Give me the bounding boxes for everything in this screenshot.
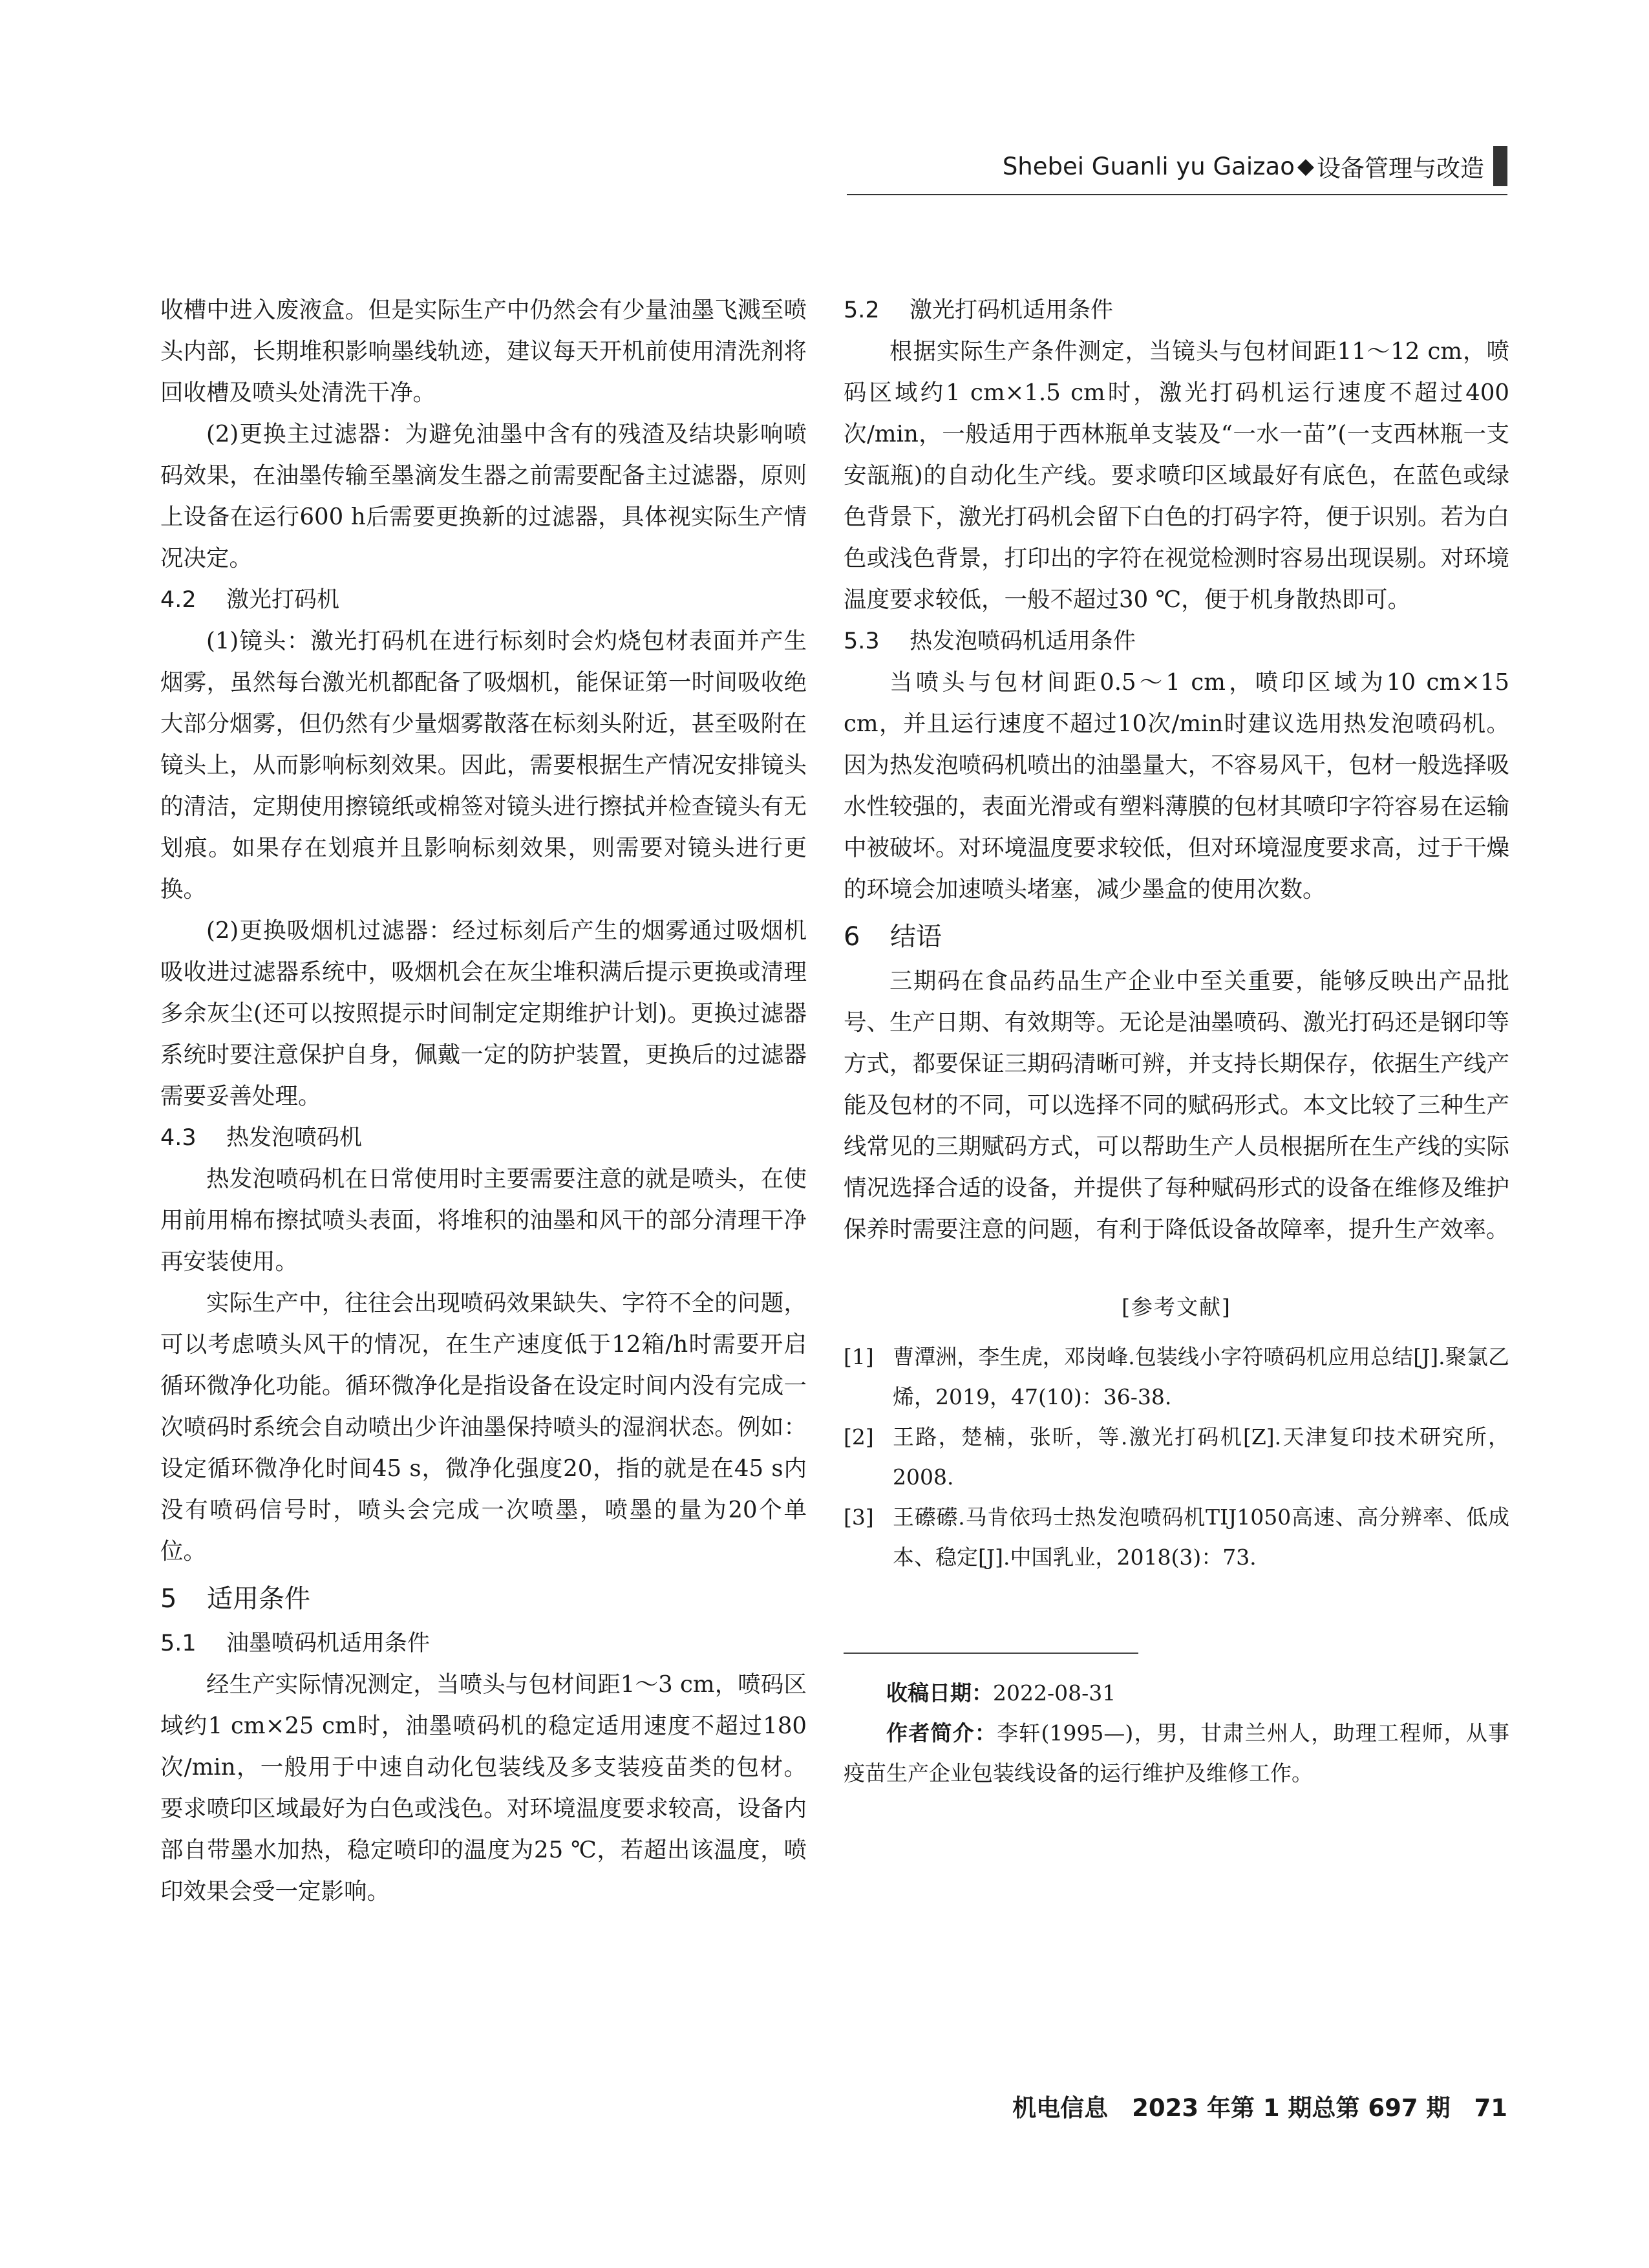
paragraph: 根据实际生产条件测定，当镜头与包材间距11～12 cm，喷码区域约1 cm×1.5 cm时，激光打码机运行速度不超过400次/min，一般适用于西林瓶单支装及“一水一苗”(一支西林瓶一支安瓿瓶)的自动化生产线。要求喷印区域最好有底色，在蓝色或绿色背景下，激光打码机会留下白色的打码字符，便于识别。若为白色或浅色背景，打印出的字符在视觉检测时容易出现误剔。对环境温度要求较低，一般不超过30 ℃，便于机身散热即可。 [844,338,1509,613]
section-heading-5-3 [844,621,1509,662]
author-value: 李轩(1995—)，男，甘肃兰州人，助理工程师，从事疫苗生产企业包装线设备的运行维护及维修工作。 [844,1720,1510,1786]
reference-number: [3] [844,1504,874,1530]
received-value: 2022-08-31 [993,1680,1116,1706]
journal-pinyin: Shebei Guanli yu Gaizao [1002,152,1295,180]
diamond-icon: ◆ [1297,153,1314,179]
right-column [844,290,1509,1793]
paragraph: (2)更换吸烟机过滤器：经过标刻后产生的烟雾通过吸烟机吸收进过滤器系统中，吸烟机会在灰尘堆积满后提示更换或清理多余灰尘(还可以按照提示时间制定定期维护计划)。更换过滤器系统时要注意保护自身，佩戴一定的防护装置，更换后的过滤器需要妥善处理。 [160,917,807,1109]
paragraph: 实际生产中，往往会出现喷码效果缺失、字符不全的问题，可以考虑喷头风干的情况，在生产速度低于12箱/h时需要开启循环微净化功能。循环微净化是指设备在设定时间内没有完成一次喷码时系统会自动喷出少许油墨保持喷头的湿润状态。例如：设定循环微净化时间45 s，微净化强度20，指的就是在45 s内没有喷码信号时，喷头会完成一次喷墨，喷墨的量为20个单位。 [160,1290,807,1565]
section-title: 油墨喷码机适用条件 [226,1631,431,1656]
reference-text: 曹潭洲，李生虎，邓岗峰.包装线小字符喷码机应用总结[J].聚氯乙烯，2019，47(10)：36-38. [893,1344,1509,1409]
paragraph: 收槽中进入废液盒。但是实际生产中仍然会有少量油墨飞溅至喷头内部，长期堆积影响墨线轨迹，建议每天开机前使用清洗剂将回收槽及喷头处清洗干净。 [160,297,807,406]
paragraph: 三期码在食品药品生产企业中至关重要，能够反映出产品批号、生产日期、有效期等。无论是油墨喷码、激光打码还是钢印等方式，都要保证三期码清晰可辨，并支持长期保存，依据生产线产能及包材的不同，可以选择不同的赋码形式。本文比较了三种生产线常见的三期赋码方式，可以帮助生产人员根据所在生产线的实际情况选择合适的设备，并提供了每种赋码形式的设备在维修及维护保养时需要注意的问题，有利于降低设备故障率，提升生产效率。 [844,968,1509,1243]
paragraph: (1)镜头：激光打码机在进行标刻时会灼烧包材表面并产生烟雾，虽然每台激光机都配备了吸烟机，能保证第一时间吸收绝大部分烟雾，但仍然有少量烟雾散落在标刻头附近，甚至吸附在镜头上，从而影响标刻效果。因此，需要根据生产情况安排镜头的清洁，定期使用擦镜纸或棉签对镜头进行擦拭并检查镜头有无划痕。如果存在划痕并且影响标刻效果，则需要对镜头进行更换。 [160,628,807,903]
section-title: 热发泡喷码机适用条件 [910,628,1136,654]
section-number: 5.2 [844,297,880,323]
section-title: 热发泡喷码机 [226,1125,363,1151]
paragraph: 经生产实际情况测定，当喷头与包材间距1～3 cm，喷码区域约1 cm×25 cm时，油墨喷码机的稳定适用速度不超过180次/min，一般用于中速自动化包装线及多支装疫苗类的包材。要求喷印区域最好为白色或浅色。对环境温度要求较高，设备内部自带墨水加热，稳定喷印的温度为25 ℃，若超出该温度，喷印效果会受一定影响。 [160,1671,807,1905]
section-heading-4-2 [160,579,807,621]
section-heading-5-1 [160,1623,807,1664]
reference-text: 王路，楚楠，张昕，等.激光打码机[Z].天津复印技术研究所，2008. [893,1424,1509,1490]
received-label: 收稿日期： [886,1680,993,1706]
section-number: 5.3 [844,628,880,654]
header-bar-icon [1493,146,1507,186]
reference-text: 王礤礤.马肯依玛士热发泡喷码机TIJ1050高速、高分辨率、低成本、稳定[J].中国乳业，2018(3)：73. [893,1504,1509,1570]
author-bio [844,1713,1509,1793]
section-heading-6 [844,915,1509,958]
section-number: 6 [844,922,860,952]
section-title: 结语 [890,922,942,952]
paragraph: 当喷头与包材间距0.5～1 cm，喷印区域为10 cm×15 cm，并且运行速度不超过10次/min时建议选用热发泡喷码机。因为热发泡喷码机喷出的油墨量大，不容易风干，包材一般选择吸水性较强的，表面光滑或有塑料薄膜的包材其喷印字符容易在运输中被破坏。对环境温度要求较低，但对环境湿度要求高，过于干燥的环境会加速喷头堵塞，减少墨盒的使用次数。 [844,669,1509,903]
section-number: 4.2 [160,587,197,613]
section-heading-5-2 [844,290,1509,331]
received-date [844,1673,1509,1713]
footnote-rule [844,1653,1138,1654]
section-title: 适用条件 [207,1584,310,1614]
author-label: 作者简介： [886,1720,997,1746]
section-number: 4.3 [160,1125,197,1151]
section-heading-5 [160,1578,807,1620]
references-title: [参考文献] [1122,1294,1231,1320]
header-rule [847,194,1507,195]
reference-item [844,1497,1509,1578]
section-number: 5.1 [160,1631,197,1656]
section-title: 激光打码机 [226,587,340,613]
page-footer: 机电信息 2023 年第 1 期总第 697 期 71 [1012,2094,1507,2122]
left-column [160,290,807,1912]
reference-item [844,1337,1509,1417]
section-title: 激光打码机适用条件 [910,297,1114,323]
paragraph: (2)更换主过滤器：为避免油墨中含有的残渣及结块影响喷码效果，在油墨传输至墨滴发生器之前需要配备主过滤器，原则上设备在运行600 h后需要更换新的过滤器，具体视实际生产情况决定。 [160,421,807,572]
reference-number: [1] [844,1344,874,1369]
running-header [1003,144,1507,189]
section-heading-4-3 [160,1117,807,1159]
section-number: 5 [160,1584,177,1614]
section-name: 设备管理与改造 [1317,155,1484,182]
reference-number: [2] [844,1424,874,1450]
paragraph: 热发泡喷码机在日常使用时主要需要注意的就是喷头，在使用前用棉布擦拭喷头表面，将堆积的油墨和风干的部分清理干净再安装使用。 [160,1166,807,1275]
reference-item [844,1417,1509,1497]
